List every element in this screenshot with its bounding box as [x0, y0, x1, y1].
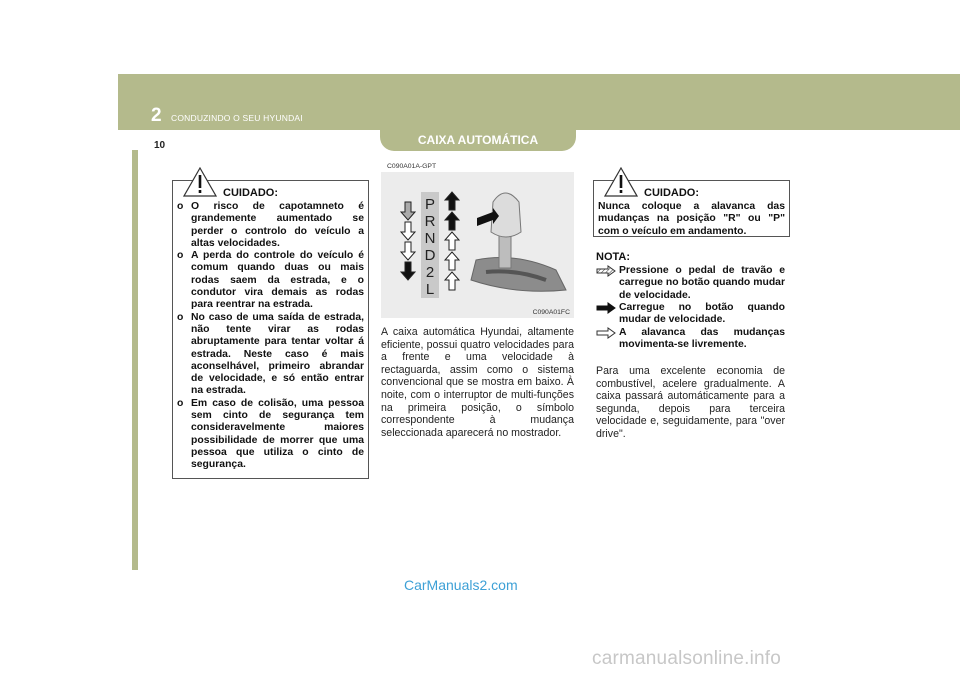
warning-icon: [183, 167, 217, 197]
left-arrows: [401, 202, 415, 280]
caution-box-right: [593, 180, 790, 237]
svg-text:N: N: [424, 230, 436, 247]
chapter-number: 2: [151, 105, 162, 126]
footer-watermark: carmanualsonline.info: [592, 648, 782, 669]
svg-text:R: R: [424, 213, 436, 230]
warning-icon: [604, 167, 638, 197]
caution-text: Nunca coloque a alavanca das mudanças na posição "R" ou "P" com o veículo em andamento.: [598, 201, 785, 237]
gear-shift-illustration: [381, 172, 574, 318]
hatched-arrow-icon: [596, 265, 616, 277]
svg-text:D: D: [424, 247, 436, 264]
svg-text:2: 2: [425, 264, 435, 281]
right-arrows: [445, 192, 459, 290]
section-title: CAIXA AUTOMÁTICA: [380, 129, 576, 151]
nota-item: Pressione o pedal de travão e carregue no botão quando mudar de velocidade.: [596, 265, 785, 302]
nota-title: NOTA:: [596, 251, 631, 263]
chapter-title: CONDUZINDO O SEU HYUNDAI: [171, 113, 303, 123]
intro-paragraph: A caixa automática Hyundai, altamente eficiente, possui quatro velocidades para a frente e uma velocidade à rectaguarda, assim como o sistema convencional que se mostra em baixo. À noite, com o interruptor de multi-funções na primeira posição, o símbolo correspondente à mudança seleccionada aparecerá no mostrador.: [381, 326, 574, 439]
caution-item: o No caso de uma saída de estrada, não tente virar as rodas abruptamente para tentar voltar á estrada. Neste caso é mais aconselhável, primeiro abrandar de velocidade, e só então entrar na estrada.: [177, 311, 364, 397]
page-number: 10: [154, 140, 166, 151]
figure-code: C090A01FC: [532, 309, 570, 316]
svg-text:P: P: [424, 196, 436, 213]
caution-list: [177, 201, 364, 472]
section-code: C090A01A-GPT: [387, 163, 437, 170]
caution-box-left: [172, 180, 369, 479]
svg-text:L: L: [425, 281, 435, 298]
caution-title: CUIDADO:: [644, 187, 699, 199]
nota-item: Carregue no botão quando mudar de velocidade.: [596, 302, 785, 327]
solid-arrow-icon: [596, 302, 616, 314]
nota-item: A alavanca das mudanças movimenta-se livremente.: [596, 327, 785, 352]
caution-item: o Em caso de colisão, uma pessoa sem cinto de segurança tem consideravelmente maiores possibilidade de morrer que uma pessoa que utiliza o cinto de segurança.: [177, 397, 364, 471]
economy-paragraph: Para uma excelente economia de combustível, acelere gradualmente. A caixa passará automáticamente para a segunda, depois para terceira velocidade e, seguidamente, para "over drive".: [596, 365, 785, 440]
margin-bar: [132, 150, 138, 570]
gear-shift-figure: [381, 172, 574, 318]
caution-item: o O risco de capotamneto é grandemente aumentado se perder o controlo do veículo a altas velocidades.: [177, 201, 364, 249]
watermark: CarManuals2.com: [404, 577, 518, 593]
caution-title: CUIDADO:: [223, 187, 278, 199]
caution-item: o A perda do controle do veículo é comum quando duas ou mais rodas saem da estrada, e o condutor vira demais as rodas para reentrar na estrada.: [177, 250, 364, 311]
outline-arrow-icon: [596, 327, 616, 339]
